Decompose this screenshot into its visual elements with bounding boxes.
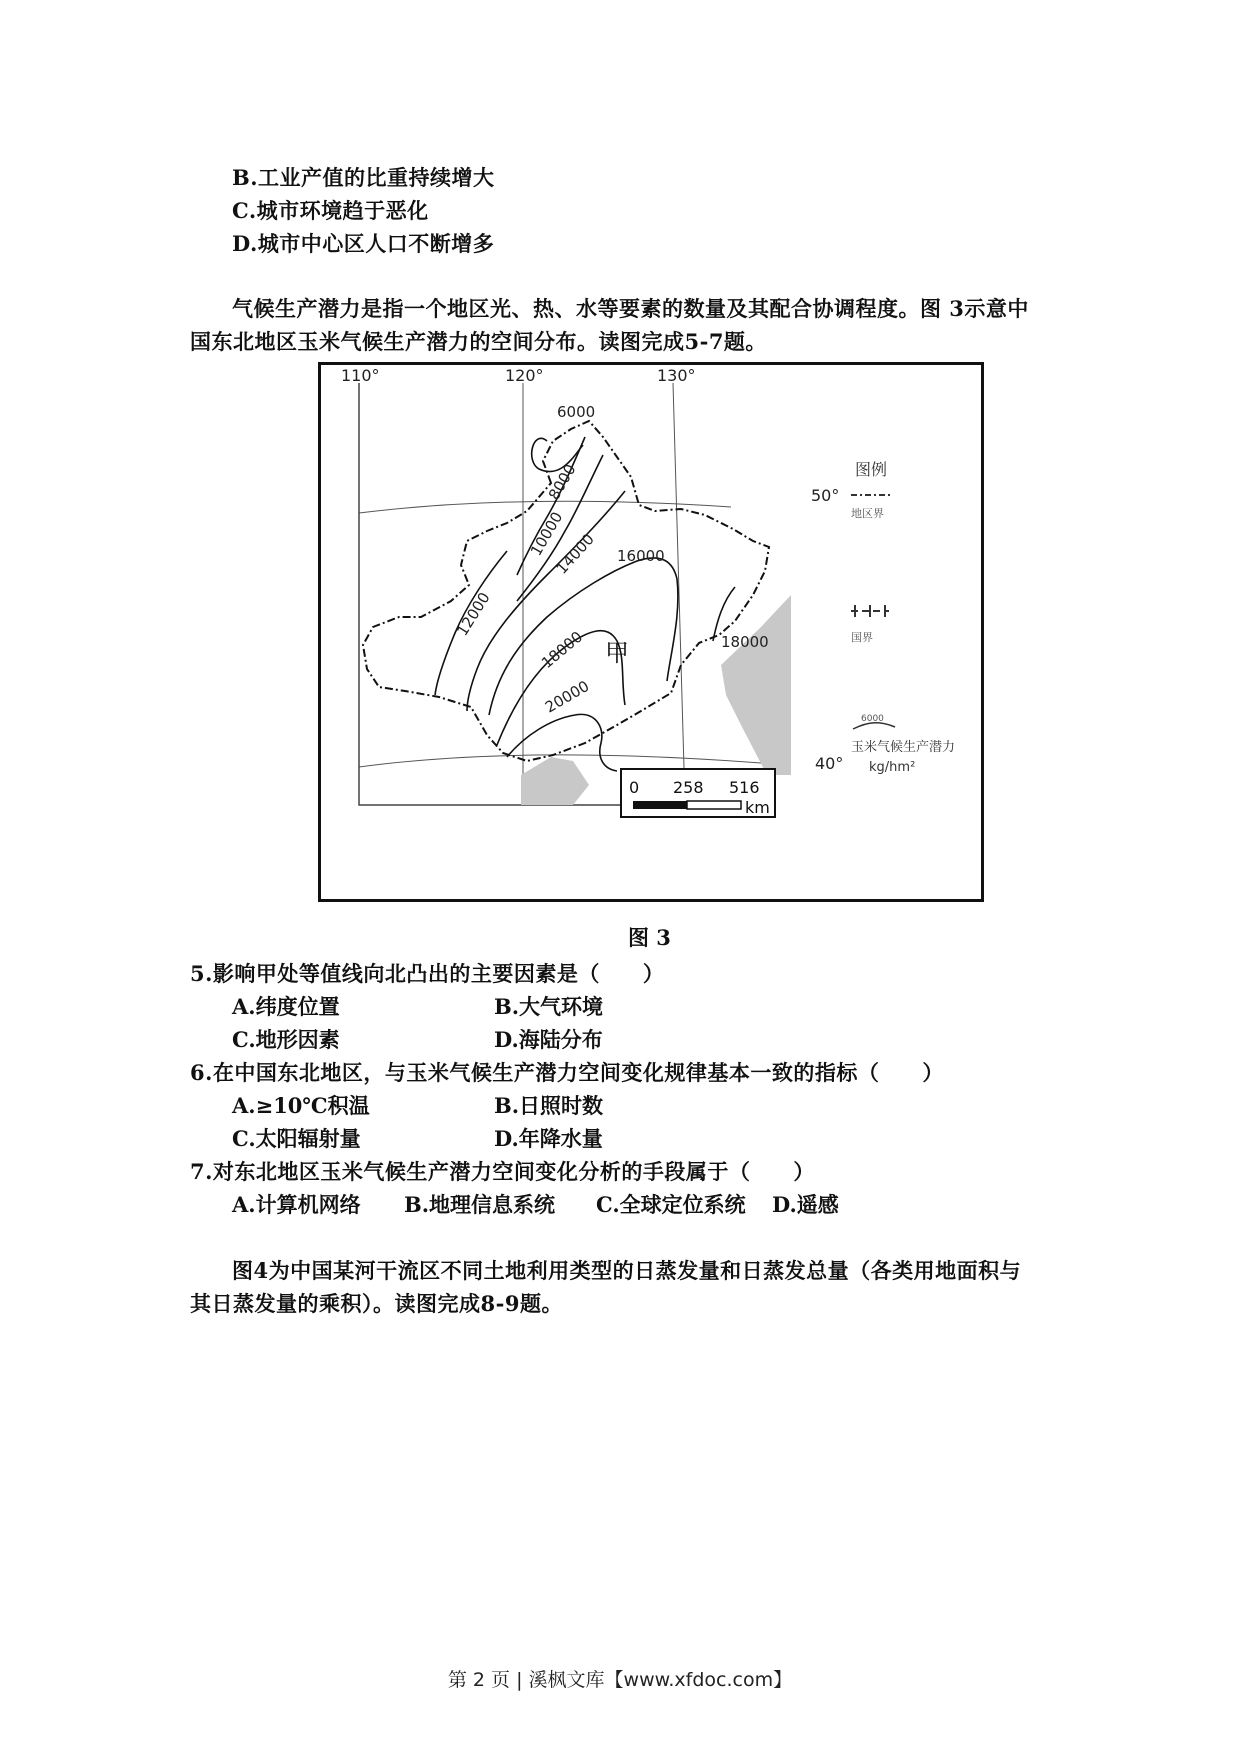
intro-paragraph-line2: 国东北地区玉米气候生产潜力的空间分布。读图完成5-7题。 [190,329,767,354]
q5-option-c: C.地形因素 [232,1027,340,1052]
option-b-prev: B.工业产值的比重持续增大 [232,165,495,190]
intro2-paragraph-line1: 图4为中国某河干流区不同土地利用类型的日蒸发量和日蒸发总量（各类用地面积与 [232,1258,1022,1283]
map-svg [321,365,981,899]
option-d-prev: D.城市中心区人口不断增多 [232,231,495,256]
contour-label: 10000 [526,508,567,559]
contour-label: 16000 [617,547,665,565]
lon-label-120: 120° [505,366,544,385]
contour-label: 8000 [544,460,580,503]
q5-option-d: D.海陆分布 [494,1027,603,1052]
lon-label-130: 130° [657,366,696,385]
q7-option-c: C.全球定位系统 [596,1192,746,1217]
contour-label: 12000 [453,589,494,640]
contour-label: 20000 [542,677,593,717]
page-footer: 第 2 页 | 溪枫文库【www.xfdoc.com】 [447,1669,793,1691]
map-inner-frame [359,383,771,805]
option-c-prev: C.城市环境趋于恶化 [232,198,429,223]
q5-option-b: B.大气环境 [494,994,604,1019]
contour-6000 [532,438,583,471]
scale-label: 258 [673,778,704,797]
legend-contour-label: 玉米气候生产潜力 [851,740,956,755]
legend-region-label: 地区界 [851,507,884,520]
contour-label: 6000 [557,403,596,421]
lat-label-50: 50° [811,486,840,505]
legend-unit: kg/hm² [869,760,916,775]
q6-option-d: D.年降水量 [494,1126,603,1151]
region-label-jia: 甲 [605,639,629,667]
scale-unit: km [745,798,770,817]
q5-option-a: A.纬度位置 [232,994,340,1019]
sea-area-east [721,595,791,775]
q6-option-b: B.日照时数 [494,1093,604,1118]
legend-national-label: 国界 [851,631,873,644]
sea-area-bohai [521,757,589,805]
scale-bar-white [687,801,741,809]
legend-title: 图例 [855,460,888,479]
legend-national-symbol [851,605,889,617]
q7-option-b: B.地理信息系统 [404,1192,556,1217]
contour-label: 14000 [552,530,598,578]
lat-label-40: 40° [815,754,844,773]
contour-label: 18000 [538,627,587,673]
figure-caption: 图 3 [628,925,671,950]
q7-option-d: D.遥感 [772,1192,839,1217]
question-5-stem: 5.影响甲处等值线向北凸出的主要因素是（ ） [190,961,665,986]
lon-label-110: 110° [341,366,380,385]
q6-option-c: C.太阳辐射量 [232,1126,361,1151]
contour-label: 18000 [721,633,769,651]
legend-contour-sample: 6000 [861,714,884,724]
q6-option-a: A.≥10℃积温 [232,1093,370,1118]
scale-label: 0 [629,778,640,797]
meridian-130 [673,383,685,803]
scale-bar-black [633,801,687,809]
parallel-50 [359,501,731,513]
scale-label: 516 [729,778,760,797]
question-7-stem: 7.对东北地区玉米气候生产潜力空间变化分析的手段属于（ ） [190,1159,815,1184]
map-figure [318,362,984,902]
intro2-paragraph-line2: 其日蒸发量的乘积）。读图完成8-9题。 [190,1291,563,1316]
q7-option-a: A.计算机网络 [232,1192,361,1217]
question-6-stem: 6.在中国东北地区，与玉米气候生产潜力空间变化规律基本一致的指标（ ） [190,1060,944,1085]
intro-paragraph-line1: 气候生产潜力是指一个地区光、热、水等要素的数量及其配合协调程度。图 3示意中 [232,296,1029,321]
